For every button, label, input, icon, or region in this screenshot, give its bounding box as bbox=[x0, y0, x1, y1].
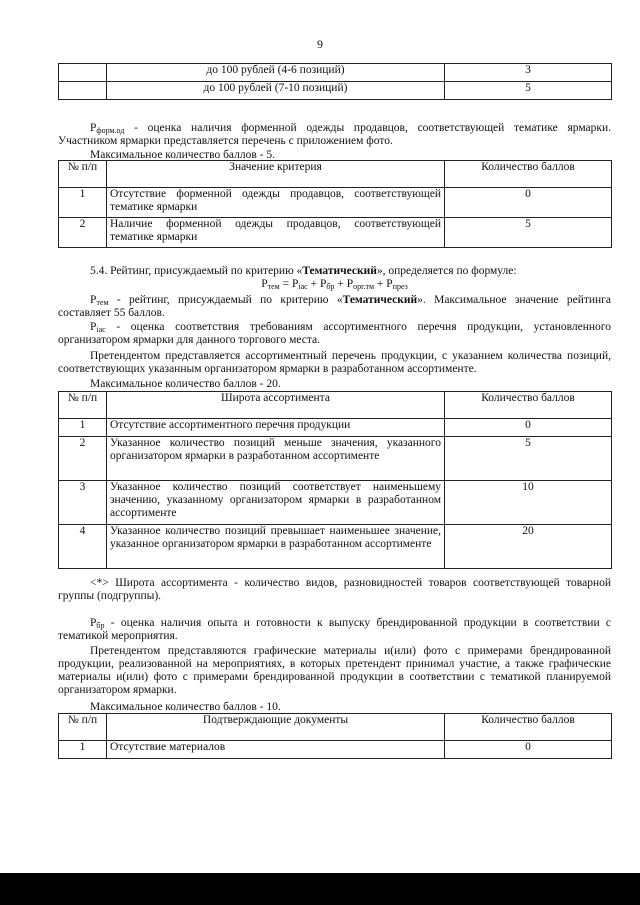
section-5-4-heading: 5.4. Рейтинг, присуждаемый по критерию «Тематический», определяется по формуле: bbox=[90, 265, 517, 277]
table-row: 2 Наличие форменной одежды продавцов, соответствующей тематике ярмарки 5 bbox=[59, 218, 612, 248]
table-header-row bbox=[59, 392, 612, 419]
page-number: 9 bbox=[317, 37, 323, 51]
price-positions-table bbox=[58, 63, 612, 100]
header-criterion: Значение критерия bbox=[107, 161, 445, 188]
scan-bottom-edge bbox=[0, 873, 640, 905]
table-header-row bbox=[59, 714, 612, 741]
header-score: Количество баллов bbox=[445, 161, 612, 188]
uniform-max-score: Максимальное количество баллов - 5. bbox=[90, 149, 275, 161]
header-num: № п/п bbox=[59, 714, 107, 741]
table-row: 2 Указанное количество позиций меньше значения, указанного организатором ярмарки в разработанном ассортименте 5 bbox=[59, 437, 612, 481]
table-row bbox=[59, 82, 612, 100]
header-score: Количество баллов bbox=[445, 714, 612, 741]
table-header-row bbox=[59, 161, 612, 188]
table-cell-score: 5 bbox=[445, 82, 612, 100]
brand-documents-table bbox=[58, 713, 612, 759]
table-cell-score: 3 bbox=[445, 64, 612, 82]
uniform-paragraph: $Р_{форм.од}$ - оценка наличия форменной одежды продавцов, соответствующей тематике ярмарки. Участником ярмарки представляется перечень с приложением фото. bbox=[58, 122, 611, 147]
uniform-criteria-table bbox=[58, 160, 612, 248]
footnote: <*> Широта ассортимента - количество видов, разновидностей товаров соответствующей товарной группы (подгруппы). bbox=[58, 577, 611, 602]
applicant-paragraph: Претендентом представляется ассортиментный перечень продукции, с указанием количества позиций, соответствующих указанным организатором ярмарки в разработанном ассортименте. bbox=[58, 350, 611, 375]
header-criterion: Широта ассортимента bbox=[107, 392, 445, 419]
table-row: 1 Отсутствие форменной одежды продавцов, соответствующей тематике ярмарки 0 bbox=[59, 188, 612, 218]
header-criterion: Подтверждающие документы bbox=[107, 714, 445, 741]
table-row: 1 Отсутствие материалов 0 bbox=[59, 741, 612, 759]
brand-paragraph: $Р_{бр}$ - оценка наличия опыта и готовности к выпуску брендированной продукции в соответствии с тематикой мероприятия. bbox=[58, 617, 611, 642]
header-num: № п/п bbox=[59, 161, 107, 188]
table-row bbox=[59, 64, 612, 82]
header-num: № п/п bbox=[59, 392, 107, 419]
table-row: 4 Указанное количество позиций превышает наименьшее значение, указанное организатором ярмарки в разработанном ассортименте 20 bbox=[59, 525, 612, 569]
brand-applicant-paragraph: Претендентом представляются графические материалы и(или) фото с примерами брендированной продукции, реализованной на мероприятиях, в которых претендент принимал участие, а также графические материалы и(или) фото с примерами брендированной продукции в соответствии с тематикой планируемой организатором ярмарки. bbox=[58, 645, 611, 696]
brand-max-score: Максимальное количество баллов - 10. bbox=[90, 701, 281, 713]
table-row: 1 Отсутствие ассортиментного перечня продукции 0 bbox=[59, 419, 612, 437]
assortment-max-score: Максимальное количество баллов - 20. bbox=[90, 378, 281, 390]
iac-paragraph: $Р_{iac}$ - оценка соответствия требованиям ассортиментного перечня продукции, установленного организатором ярмарки для данного торгового места. bbox=[58, 321, 611, 346]
rating-paragraph: $Р_{тем}$ - рейтинг, присуждаемый по критерию «Тематический». Максимальное значение рейтинга составляет 55 баллов. bbox=[58, 294, 612, 319]
table-cell-text: до 100 рублей (4-6 позиций) bbox=[107, 64, 445, 82]
formula: $Р_{тем} = Р_{iac} + Р_{бр} + Р_{орг.тм} + Р_{през}$ bbox=[261, 278, 408, 291]
header-score: Количество баллов bbox=[445, 392, 612, 419]
assortment-table bbox=[58, 391, 612, 569]
table-cell-text: до 100 рублей (7-10 позиций) bbox=[107, 82, 445, 100]
table-row: 3 Указанное количество позиций соответствует наименьшему значению, указанному организатором ярмарки в разработанном ассортименте 10 bbox=[59, 481, 612, 525]
